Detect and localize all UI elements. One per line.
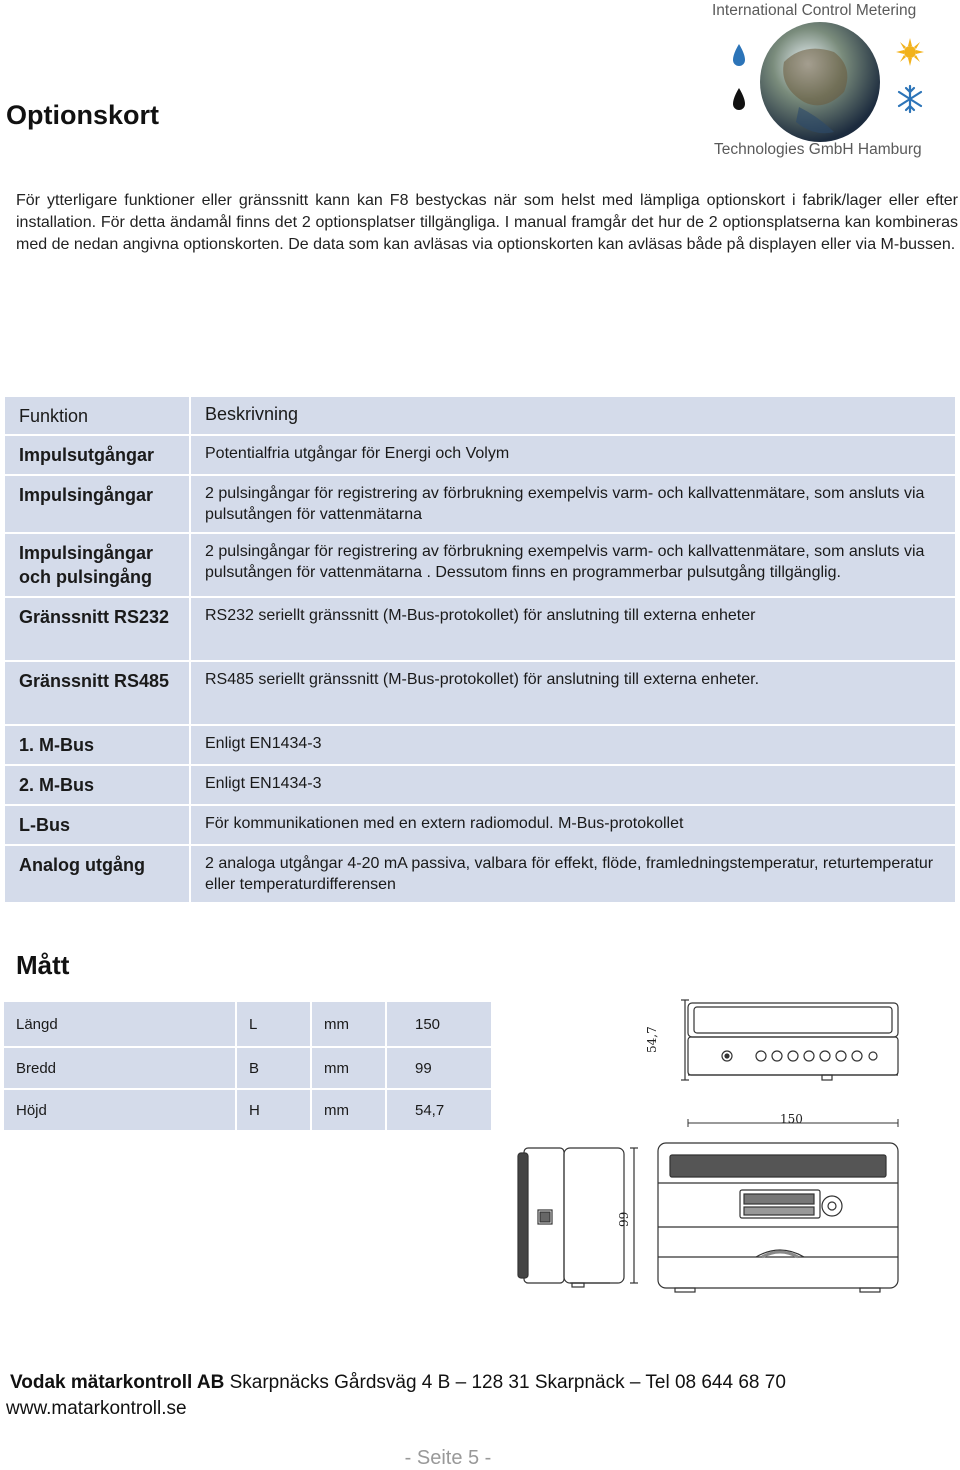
dim-name: Bredd — [3, 1047, 236, 1089]
length-dimension-label: 150 — [780, 1112, 803, 1126]
dim-unit: mm — [311, 1047, 386, 1089]
dim-unit: mm — [311, 1089, 386, 1131]
row-function: Impulsingångar — [4, 475, 190, 533]
footer-company: Vodak mätarkontroll AB — [10, 1372, 225, 1393]
snowflake-icon — [899, 86, 921, 112]
row-description: RS485 seriellt gränssnitt (M-Bus-protokollet) för anslutning till externa enheter. — [190, 661, 956, 725]
page-number: - Seite 5 - — [404, 1447, 492, 1469]
sun-icon — [896, 38, 924, 66]
table-row — [4, 805, 956, 845]
row-description: RS232 seriellt gränssnitt (M-Bus-protokollet) för anslutning till externa enheter — [190, 597, 956, 661]
row-description: 2 pulsingångar för registrering av förbrukning exempelvis varm- och kallvattenmätare, som ansluts via pulsutången för vattenmätarna . Dessutom finns en programmerbar pulsutgång tillgänglig. — [190, 533, 956, 597]
row-description: 2 analoga utgångar 4-20 mA passiva, valbara för effekt, flöde, framledningstemperatur, returtemperatur eller temperaturdifferensen — [190, 845, 956, 903]
row-function: L-Bus — [4, 805, 190, 845]
footer-address: Skarpnäcks Gårdsväg 4 B – 128 31 Skarpnäck – Tel 08 644 68 70 — [224, 1372, 786, 1393]
water-drop-blue-icon — [733, 44, 745, 66]
globe-logo-graphic — [724, 22, 944, 142]
dim-value: 99 — [386, 1047, 492, 1089]
dimensions-title: Mått — [16, 950, 70, 980]
intro-paragraph: För ytterligare funktioner eller gränssnitt kann kan F8 bestyckas när som helst med lämpliga optionskort i fabrik/lager eller efter installation. För detta ändamål finns det 2 optionsplatser tillgängliga. I manual framgår det hur de 2 optionsplatserna kan kombineras med de nedan angivna optionskorten. De data som kan avläsas via optionskorten kan avläsas både på displayen eller via M-bussen. — [16, 192, 958, 253]
dim-unit: mm — [311, 1001, 386, 1047]
water-drop-black-icon — [733, 88, 745, 110]
header-function: Funktion — [4, 396, 190, 435]
device-side-view-drawing — [681, 1000, 898, 1080]
logo-company-top: International Control Metering — [712, 2, 917, 19]
row-description: För kommunikationen med en extern radiomodul. M-Bus-protokollet — [190, 805, 956, 845]
dim-value: 54,7 — [386, 1089, 492, 1131]
row-function: Gränssnitt RS232 — [4, 597, 190, 661]
row-function: Analog utgång — [4, 845, 190, 903]
table-row — [4, 725, 956, 765]
dim-name: Höjd — [3, 1089, 236, 1131]
company-logo — [706, 0, 960, 166]
height-dimension-label: 54,7 — [645, 1026, 659, 1053]
dim-symbol: H — [236, 1089, 311, 1131]
row-description: 2 pulsingångar för registrering av förbrukning exempelvis varm- och kallvattenmätare, som ansluts via pulsutången för vattenmätarna — [190, 475, 956, 533]
footer-website: www.matarkontroll.se — [6, 1398, 187, 1419]
row-function: Impulsutgångar — [4, 435, 190, 475]
page-title: Optionskort — [6, 100, 159, 130]
table-row — [4, 533, 956, 597]
table-row — [3, 1001, 492, 1047]
device-front-view-drawing — [658, 1143, 898, 1292]
dim-value: 150 — [386, 1001, 492, 1047]
footer-address-line — [10, 1372, 786, 1394]
width-dimension-label: 99 — [617, 1211, 631, 1227]
row-function: 1. M-Bus — [4, 725, 190, 765]
options-table — [3, 395, 957, 904]
logo-company-bottom: Technologies GmbH Hamburg — [714, 141, 922, 158]
table-header-row — [4, 396, 956, 435]
table-row — [4, 765, 956, 805]
row-function: Gränssnitt RS485 — [4, 661, 190, 725]
table-row — [4, 597, 956, 661]
dim-name: Längd — [3, 1001, 236, 1047]
dim-symbol: B — [236, 1047, 311, 1089]
row-description: Enligt EN1434-3 — [190, 765, 956, 805]
header-description: Beskrivning — [190, 396, 956, 435]
table-row — [4, 475, 956, 533]
table-row — [4, 435, 956, 475]
row-function: Impulsingångar och pulsingång — [4, 533, 190, 597]
row-description: Enligt EN1434-3 — [190, 725, 956, 765]
table-row — [3, 1089, 492, 1131]
device-technical-drawings — [510, 995, 960, 1295]
dim-symbol: L — [236, 1001, 311, 1047]
table-row — [4, 845, 956, 903]
row-description: Potentialfria utgångar för Energi och Volym — [190, 435, 956, 475]
row-function: 2. M-Bus — [4, 765, 190, 805]
dimensions-table — [2, 1000, 493, 1132]
table-row — [3, 1047, 492, 1089]
table-row — [4, 661, 956, 725]
